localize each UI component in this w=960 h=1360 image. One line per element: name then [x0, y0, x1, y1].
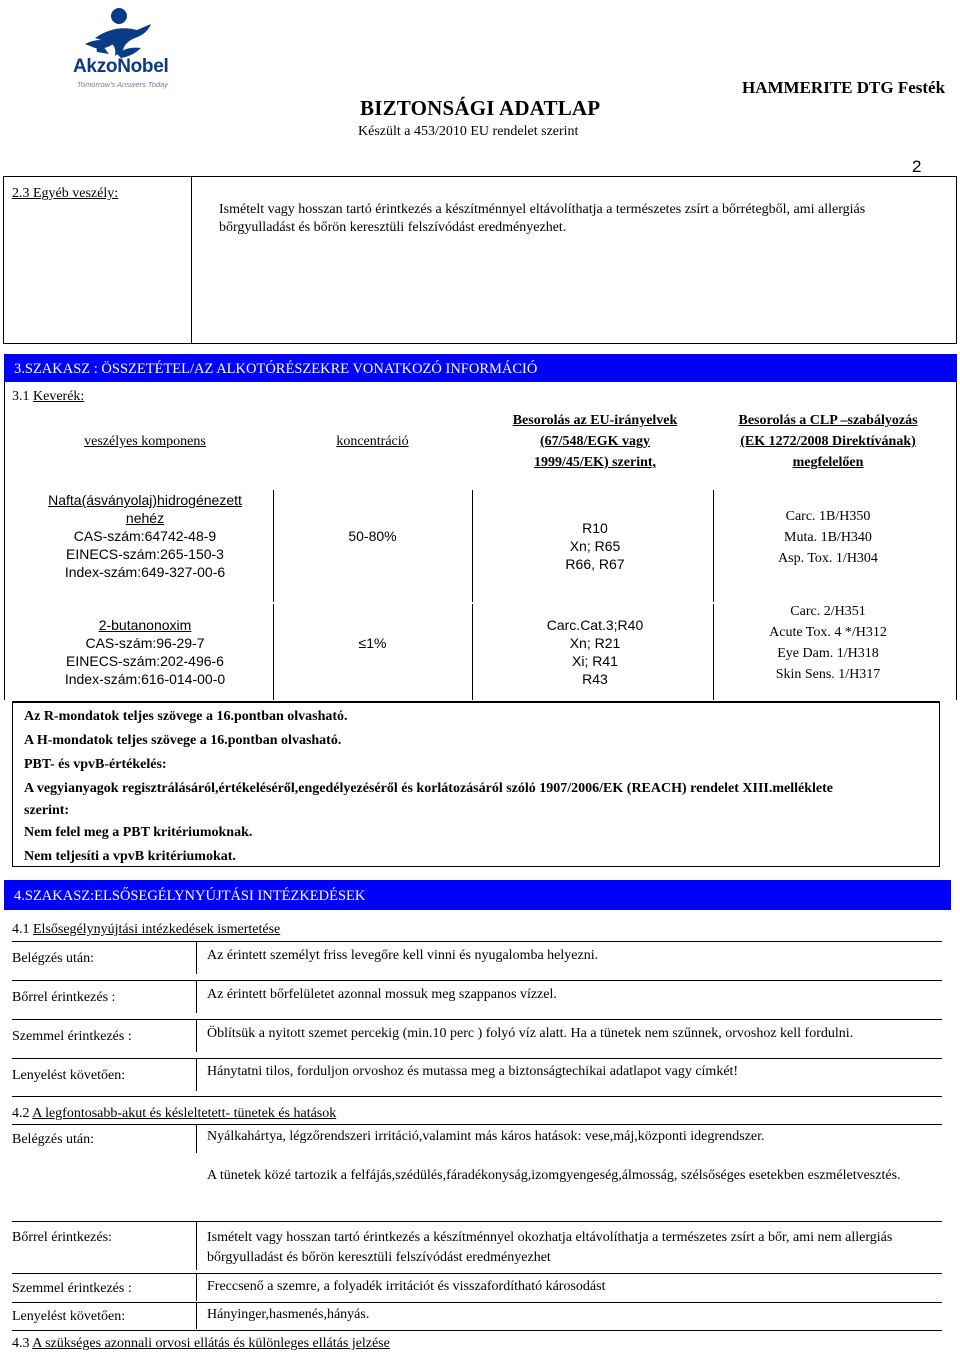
- header-eu-line: (67/548/EGK vagy: [539, 434, 651, 449]
- measure-eye-text: Öblítsük a nyitott szemet percekig (min.10 perc ) folyó víz alatt. Ha a tünetek nem szűnnek, orvoshoz kell fordulni.: [207, 1026, 854, 1041]
- row-divider: [12, 1221, 942, 1222]
- measure-inhalation-text: Az érintett személyt friss levegőre kell vinni és nyugalomba helyezni.: [207, 948, 599, 963]
- column-divider: [472, 604, 473, 700]
- mixture-heading: [12, 389, 84, 405]
- einecs-number: EINECS-szám:202-496-6: [66, 653, 224, 669]
- header-eu-line: Besorolás az EU-irányelvek: [512, 413, 678, 428]
- vpvb-result: Nem teljesíti a vpvB kritériumokat.: [24, 849, 236, 864]
- other-hazards-text: Ismételt vagy hosszan tartó érintkezés a készítménnyel eltávolíthatja a természetes zsírt a bőrrétegből, ami allergiás bőrgyulladást és bőrön keresztüli felszívódást eredményezhet.: [219, 202, 866, 235]
- symptom-inhalation-label: Belégzés után:: [12, 1132, 95, 1147]
- measure-ingestion-text: Hánytatni tilos, forduljon orvoshoz és mutassa meg a biztonságtechikai adatlapot vagy címkét!: [207, 1064, 739, 1079]
- measure-ingestion-label: Lenyelést követően:: [12, 1068, 126, 1083]
- row-divider: [12, 1124, 942, 1125]
- header-eu-line: 1999/45/EK) szerint,: [533, 455, 657, 470]
- r-phrases-note: Az R-mondatok teljes szövege a 16.pontban olvasható.: [24, 709, 348, 724]
- eu-class-line: Xn; R65: [569, 538, 621, 554]
- column-divider: [713, 604, 714, 700]
- index-number: Index-szám:616-014-00-0: [64, 671, 226, 687]
- clp-class-line: Muta. 1B/H340: [784, 530, 872, 545]
- table-row-2-component: [30, 616, 260, 688]
- table-row-1-eu: [495, 519, 695, 573]
- subsection-4-2-heading: [12, 1106, 336, 1122]
- measure-skin-label: Bőrrel érintkezés :: [12, 990, 116, 1005]
- other-hazards-label: 2.3 Egyéb veszély:: [12, 186, 119, 201]
- symptom-inhalation-text-2: A tünetek közé tartozik a felfájás,szédülés,fáradékonyság,izomgyengeség,álmosság, szélsőséges esetekben eszméletvesztés.: [207, 1168, 901, 1183]
- table-row-2-eu: [495, 616, 695, 688]
- reach-note-cont: szerint:: [24, 803, 70, 818]
- table-row-1-component: [30, 491, 260, 581]
- eu-class-line: R10: [582, 520, 608, 536]
- subsection-4-3-heading: [12, 1336, 390, 1352]
- column-divider: [273, 604, 274, 700]
- table-row-2-clp: [718, 601, 938, 685]
- subsection-title: A szükséges azonnali orvosi ellátás és különleges ellátás jelzése: [32, 1336, 390, 1351]
- pbt-result: Nem felel meg a PBT kritériumoknak.: [24, 825, 253, 840]
- mixture-number: 3.1: [12, 389, 30, 404]
- product-name: HAMMERITE DTG Festék: [742, 78, 946, 97]
- table-row-2-concentration: ≤1%: [358, 635, 387, 651]
- row-divider: [12, 1058, 942, 1059]
- label-divider: [196, 942, 197, 974]
- header-clp-line: Besorolás a CLP –szabályozás: [738, 413, 918, 428]
- clp-class-line: Skin Sens. 1/H317: [775, 667, 881, 682]
- label-divider: [196, 1125, 197, 1153]
- subsection-number: 4.3: [12, 1336, 30, 1351]
- row-divider: [12, 1096, 942, 1097]
- header-clp-line: (EK 1272/2008 Direktívának): [740, 434, 916, 449]
- cas-number: CAS-szám:64742-48-9: [73, 528, 217, 544]
- row-divider: [12, 1302, 942, 1303]
- h-phrases-note: A H-mondatok teljes szövege a 16.pontban olvasható.: [24, 733, 342, 748]
- mixture-label: Keverék:: [33, 389, 85, 404]
- label-divider: [196, 1059, 197, 1091]
- row-divider: [12, 1273, 942, 1274]
- eu-class-line: Xn; R21: [569, 635, 621, 651]
- row-divider: [12, 980, 942, 981]
- label-divider: [196, 1020, 197, 1052]
- document-subtitle: Készült a 453/2010 EU rendelet szerint: [358, 124, 579, 139]
- header-concentration: koncentráció: [336, 434, 409, 449]
- measure-skin-text: Az érintett bőrfelületet azonnal mossuk meg szappanos vízzel.: [207, 987, 557, 1002]
- column-divider: [472, 490, 473, 602]
- label-divider: [196, 1303, 197, 1329]
- column-divider: [713, 490, 714, 602]
- subsection-number: 4.2: [12, 1106, 30, 1121]
- clp-class-line: Eye Dam. 1/H318: [777, 646, 879, 661]
- clp-class-line: Carc. 1B/H350: [785, 509, 871, 524]
- eu-class-line: Carc.Cat.3;R40: [546, 617, 644, 633]
- clp-class-line: Carc. 2/H351: [790, 604, 866, 619]
- eu-class-line: R43: [582, 671, 608, 687]
- symptom-skin-label: Bőrrel érintkezés:: [12, 1230, 112, 1245]
- subsection-title: Elsősegélynyújtási intézkedések ismertetése: [33, 922, 281, 937]
- section-4-title-bar: 4.SZAKASZ:ELSŐSEGÉLYNYÚJTÁSI INTÉZKEDÉSEK: [4, 880, 951, 910]
- header-eu-classification: [495, 410, 695, 473]
- eu-class-line: R66, R67: [565, 556, 625, 572]
- table-row-1-clp: [718, 506, 938, 569]
- measure-inhalation-label: Belégzés után:: [12, 951, 95, 966]
- symptom-inhalation-text: Nyálkahártya, légzőrendszeri irritáció,valamint más káros hatások: vese,máj,központi idegrendszer.: [207, 1129, 765, 1144]
- page-number: 2: [912, 157, 922, 176]
- header-clp-classification: [718, 410, 938, 473]
- component-name-line: nehéz: [125, 510, 165, 526]
- symptom-eye-label: Szemmel érintkezés :: [12, 1281, 132, 1296]
- subsection-4-1-heading: [12, 922, 280, 938]
- brand-name: AkzoNobel: [73, 56, 169, 77]
- row-divider: [12, 1019, 942, 1020]
- clp-class-line: Asp. Tox. 1/H304: [778, 551, 878, 566]
- document-title: BIZTONSÁGI ADATLAP: [360, 96, 601, 120]
- section-3-left-border: [4, 382, 5, 700]
- component-name-line: 2-butanonoxim: [98, 617, 192, 633]
- symptom-ingestion-label: Lenyelést követően:: [12, 1309, 126, 1324]
- component-name-line: Nafta(ásványolaj)hidrogénezett: [48, 492, 242, 508]
- eu-class-line: Xi; R41: [572, 653, 618, 669]
- index-number: Index-szám:649-327-00-6: [64, 564, 226, 580]
- table-row-1-concentration: 50-80%: [348, 528, 397, 544]
- measure-eye-label: Szemmel érintkezés :: [12, 1029, 132, 1044]
- symptom-ingestion-text: Hányinger,hasmenés,hányás.: [207, 1307, 370, 1322]
- row-divider: [12, 1330, 942, 1331]
- symptom-skin-text: Ismételt vagy hosszan tartó érintkezés a készítménnyel okozhatja eltávolíthatja a természetes zsírt a bőr, ami nem allergiás bőrgyulladást és bőrön keresztüli felszívódást eredményezhet: [207, 1230, 893, 1265]
- header-component: veszélyes komponens: [84, 434, 206, 449]
- pbt-heading: PBT- és vpvB-értékelés:: [24, 757, 167, 772]
- other-hazards-divider: [191, 176, 192, 344]
- subsection-title: A legfontosabb-akut és késleltetett- tünetek és hatások: [32, 1106, 337, 1121]
- clp-class-line: Acute Tox. 4 */H312: [769, 625, 887, 640]
- header-clp-line: megfelelően: [792, 455, 864, 470]
- einecs-number: EINECS-szám:265-150-3: [66, 546, 224, 562]
- cas-number: CAS-szám:96-29-7: [85, 635, 205, 651]
- row-divider: [12, 941, 942, 942]
- akzonobel-logo: [55, 4, 185, 96]
- section-3-right-border: [956, 382, 957, 700]
- symptom-eye-text: Freccsenő a szemre, a folyadék irritációt és visszafordítható károsodást: [207, 1279, 606, 1294]
- brand-tagline: Tomorrow's Answers Today: [77, 80, 169, 89]
- subsection-number: 4.1: [12, 922, 30, 937]
- reach-note: A vegyianyagok regisztrálásáról,értékeléséről,engedélyezéséről és korlátozásáról szóló 1907/2006/EK (REACH) rendelet XIII.melléklete: [24, 781, 833, 796]
- label-divider: [196, 1274, 197, 1301]
- section-3-title-bar: 3.SZAKASZ : ÖSSZETÉTEL/AZ ALKOTÓRÉSZEKRE VONATKOZÓ INFORMÁCIÓ: [4, 354, 957, 382]
- label-divider: [196, 1222, 197, 1270]
- column-divider: [273, 490, 274, 602]
- label-divider: [196, 981, 197, 1013]
